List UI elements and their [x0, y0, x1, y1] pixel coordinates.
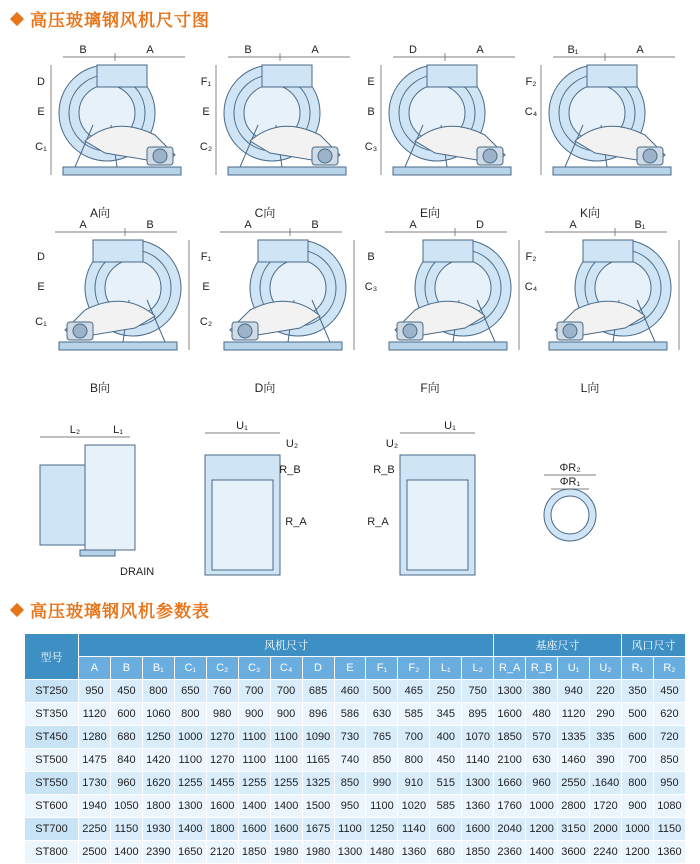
value-cell: 1480: [366, 841, 398, 864]
value-cell: 1325: [302, 772, 334, 795]
value-cell: 900: [238, 703, 270, 726]
column-header: C₃: [238, 657, 270, 680]
value-cell: 500: [621, 703, 653, 726]
column-header: A: [79, 657, 111, 680]
value-cell: 390: [590, 749, 622, 772]
dimension-label: D: [37, 76, 45, 88]
value-cell: 1280: [79, 726, 111, 749]
value-cell: 850: [653, 749, 685, 772]
dimension-label: A: [244, 219, 252, 231]
value-cell: 1270: [206, 749, 238, 772]
value-cell: 450: [653, 680, 685, 703]
group-header-base: 基座尺寸: [494, 634, 622, 657]
value-cell: 345: [430, 703, 462, 726]
fan-view: [51, 53, 185, 175]
value-cell: 950: [334, 795, 366, 818]
dimension-label: B: [367, 106, 375, 118]
value-cell: 1255: [174, 772, 206, 795]
fan-outlet: [427, 65, 477, 87]
value-cell: 1140: [398, 818, 430, 841]
value-cell: 990: [366, 772, 398, 795]
dimension-label: B: [146, 219, 154, 231]
dimension-label: ΦR₂: [559, 462, 581, 474]
value-cell: 1720: [590, 795, 622, 818]
value-cell: 1660: [494, 772, 526, 795]
model-cell: ST450: [25, 726, 79, 749]
value-cell: 2100: [494, 749, 526, 772]
fan-view: [385, 228, 519, 350]
value-cell: 1335: [558, 726, 590, 749]
value-cell: 1620: [142, 772, 174, 795]
model-cell: ST350: [25, 703, 79, 726]
value-cell: 1100: [238, 749, 270, 772]
dimension-label: R_A: [367, 516, 389, 528]
value-cell: 1060: [142, 703, 174, 726]
value-cell: 1120: [79, 703, 111, 726]
value-cell: 720: [653, 726, 685, 749]
value-cell: 1800: [142, 795, 174, 818]
value-cell: 465: [398, 680, 430, 703]
value-cell: 850: [334, 772, 366, 795]
motor-fan: [318, 149, 332, 163]
value-cell: 765: [366, 726, 398, 749]
fan-view: [381, 53, 515, 175]
value-cell: 515: [430, 772, 462, 795]
value-cell: 1400: [238, 795, 270, 818]
value-cell: 1090: [302, 726, 334, 749]
fan-view: [220, 228, 354, 350]
group-header-outlet: 风口尺寸: [621, 634, 685, 657]
value-cell: 910: [398, 772, 430, 795]
value-cell: 350: [621, 680, 653, 703]
value-cell: 1100: [334, 818, 366, 841]
model-cell: ST500: [25, 749, 79, 772]
value-cell: 620: [653, 703, 685, 726]
value-cell: 380: [526, 680, 558, 703]
dimension-label: A: [476, 44, 484, 56]
motor-fan: [238, 324, 252, 338]
dimension-label: C₂: [199, 316, 213, 328]
value-cell: 1850: [462, 841, 494, 864]
value-cell: 500: [366, 680, 398, 703]
dimension-label: U₂: [285, 438, 299, 450]
housing-side: [40, 465, 85, 545]
outlet-flange-2: [367, 420, 475, 575]
dimension-label: B: [244, 44, 252, 56]
value-cell: 1200: [621, 841, 653, 864]
motor-fan: [73, 324, 87, 338]
column-header: D: [302, 657, 334, 680]
dimension-label: C₄: [524, 281, 538, 293]
group-header-fan: 风机尺寸: [79, 634, 494, 657]
value-cell: 800: [174, 703, 206, 726]
value-cell: 700: [398, 726, 430, 749]
fan-outlet: [587, 65, 637, 87]
dimension-label: DRAIN: [120, 566, 155, 578]
value-cell: 1600: [494, 703, 526, 726]
value-cell: 1360: [653, 841, 685, 864]
table-row: [25, 726, 686, 749]
dimension-label: F₁: [200, 76, 212, 88]
dimension-label: A: [79, 219, 87, 231]
dimension-label: R_B: [279, 464, 301, 476]
value-cell: 1250: [142, 726, 174, 749]
value-cell: 3150: [558, 818, 590, 841]
value-cell: 250: [430, 680, 462, 703]
fan-view: [55, 228, 189, 350]
dimension-label: R_B: [373, 464, 395, 476]
value-cell: 1300: [494, 680, 526, 703]
fan-outlet: [258, 240, 308, 262]
value-cell: 1500: [302, 795, 334, 818]
flange-inner: [407, 480, 468, 570]
value-cell: 1730: [79, 772, 111, 795]
motor-fan: [643, 149, 657, 163]
dimension-label: B₁: [567, 44, 579, 56]
value-cell: 585: [398, 703, 430, 726]
value-cell: 2240: [590, 841, 622, 864]
value-cell: 980: [206, 703, 238, 726]
value-cell: 1760: [494, 795, 526, 818]
value-cell: 2120: [206, 841, 238, 864]
value-cell: 3600: [558, 841, 590, 864]
value-cell: 1400: [174, 818, 206, 841]
value-cell: 585: [430, 795, 462, 818]
value-cell: 1980: [270, 841, 302, 864]
value-cell: 1300: [334, 841, 366, 864]
model-header: 型号: [25, 634, 79, 680]
fan-outlet: [423, 240, 473, 262]
value-cell: 2040: [494, 818, 526, 841]
value-cell: 480: [526, 703, 558, 726]
value-cell: 900: [270, 703, 302, 726]
table-row: [25, 703, 686, 726]
value-cell: 680: [430, 841, 462, 864]
fan-outlet: [583, 240, 633, 262]
inlet-side: [85, 445, 135, 550]
value-cell: 1850: [238, 841, 270, 864]
dimension-label: U₂: [385, 438, 399, 450]
value-cell: 650: [174, 680, 206, 703]
value-cell: 940: [558, 680, 590, 703]
dimension-label: C₁: [35, 316, 47, 328]
value-cell: 1420: [142, 749, 174, 772]
fan-view: [541, 53, 675, 175]
dimension-label: C₃: [364, 141, 378, 153]
value-cell: 950: [79, 680, 111, 703]
value-cell: 400: [430, 726, 462, 749]
value-cell: 335: [590, 726, 622, 749]
value-cell: 685: [302, 680, 334, 703]
column-header: B₁: [142, 657, 174, 680]
value-cell: 1850: [494, 726, 526, 749]
value-cell: 450: [430, 749, 462, 772]
dimension-label: E: [37, 281, 45, 293]
value-cell: 2550: [558, 772, 590, 795]
motor-fan: [483, 149, 497, 163]
value-cell: 1200: [526, 818, 558, 841]
diamond-bullet-icon: [10, 602, 24, 616]
side-detail: [40, 424, 154, 578]
value-cell: 700: [621, 749, 653, 772]
dimension-label: R_A: [285, 516, 307, 528]
base-frame: [228, 167, 346, 175]
value-cell: 1250: [366, 818, 398, 841]
value-cell: 1000: [526, 795, 558, 818]
column-header: R_B: [526, 657, 558, 680]
base-frame: [63, 167, 181, 175]
value-cell: 1650: [174, 841, 206, 864]
value-cell: 600: [430, 818, 462, 841]
dimension-label: E: [37, 106, 45, 118]
value-cell: 2000: [590, 818, 622, 841]
column-header: C₂: [206, 657, 238, 680]
column-header: F₂: [398, 657, 430, 680]
value-cell: 1150: [653, 818, 685, 841]
dimension-label: L₁: [113, 424, 123, 436]
value-cell: 1475: [79, 749, 111, 772]
value-cell: 1675: [302, 818, 334, 841]
dimension-label: L向: [580, 381, 600, 395]
table-row: [25, 680, 686, 703]
value-cell: 1400: [270, 795, 302, 818]
dimension-label: U₁: [236, 420, 248, 432]
model-cell: ST250: [25, 680, 79, 703]
value-cell: 1455: [206, 772, 238, 795]
value-cell: 630: [366, 703, 398, 726]
dimension-label: A: [636, 44, 644, 56]
value-cell: 840: [110, 749, 142, 772]
dimension-label: A: [569, 219, 577, 231]
table-row: [25, 841, 686, 864]
dimension-label: F₂: [525, 251, 537, 263]
value-cell: 800: [621, 772, 653, 795]
column-header: C₄: [270, 657, 302, 680]
inner-ring: [551, 496, 589, 534]
value-cell: 1080: [653, 795, 685, 818]
value-cell: 700: [270, 680, 302, 703]
value-cell: 950: [653, 772, 685, 795]
table-row: [25, 772, 686, 795]
dimension-label: D: [37, 251, 45, 263]
value-cell: 450: [110, 680, 142, 703]
dimension-label: D: [409, 44, 417, 56]
value-cell: 800: [398, 749, 430, 772]
dimension-label: B: [367, 251, 375, 263]
column-header: R_A: [494, 657, 526, 680]
fan-outlet: [262, 65, 312, 87]
column-header: B: [110, 657, 142, 680]
motor-fan: [563, 324, 577, 338]
fan-view: [545, 228, 679, 350]
value-cell: 1100: [366, 795, 398, 818]
column-header: C₁: [174, 657, 206, 680]
model-cell: ST800: [25, 841, 79, 864]
dimension-label: B: [79, 44, 87, 56]
flange-inner: [212, 480, 273, 570]
dimension-label: D: [476, 219, 484, 231]
value-cell: 1000: [174, 726, 206, 749]
value-cell: 1000: [621, 818, 653, 841]
column-header: L₂: [462, 657, 494, 680]
motor-fan: [153, 149, 167, 163]
value-cell: 1120: [558, 703, 590, 726]
dimension-label: B向: [89, 381, 111, 395]
value-cell: 290: [590, 703, 622, 726]
section-title-dimensions: [8, 6, 210, 31]
base-frame: [389, 342, 507, 350]
base-frame: [553, 167, 671, 175]
value-cell: 1360: [462, 795, 494, 818]
value-cell: 2360: [494, 841, 526, 864]
model-cell: ST600: [25, 795, 79, 818]
value-cell: 750: [462, 680, 494, 703]
table-row: [25, 818, 686, 841]
value-cell: 1255: [238, 772, 270, 795]
fan-view: [216, 53, 350, 175]
value-cell: 2800: [558, 795, 590, 818]
value-cell: 586: [334, 703, 366, 726]
value-cell: 1940: [79, 795, 111, 818]
dimension-label: ΦR₁: [559, 476, 581, 488]
value-cell: 800: [142, 680, 174, 703]
dimension-label: A向: [89, 206, 111, 220]
base-frame: [549, 342, 667, 350]
value-cell: 1255: [270, 772, 302, 795]
dimension-label: C₃: [364, 281, 378, 293]
value-cell: 1100: [238, 726, 270, 749]
table-row: [25, 795, 686, 818]
value-cell: 1600: [270, 818, 302, 841]
value-cell: 1020: [398, 795, 430, 818]
value-cell: 600: [110, 703, 142, 726]
dimension-label: F₁: [200, 251, 212, 263]
dimension-label: E: [202, 106, 210, 118]
value-cell: 730: [334, 726, 366, 749]
dimension-label: E: [202, 281, 210, 293]
value-cell: 850: [366, 749, 398, 772]
dimension-label: D向: [254, 381, 276, 395]
value-cell: 700: [238, 680, 270, 703]
dimension-drawings: [0, 30, 700, 578]
motor-fan: [403, 324, 417, 338]
dimension-label: C₁: [35, 141, 47, 153]
drain-pipe: [80, 550, 115, 556]
dimension-label: B: [311, 219, 319, 231]
value-cell: 1460: [558, 749, 590, 772]
column-header: R₁: [621, 657, 653, 680]
parameter-table: [24, 633, 686, 864]
round-outlet: [544, 462, 596, 541]
fan-outlet: [93, 240, 143, 262]
dimension-label: U₁: [444, 420, 456, 432]
column-header: E: [334, 657, 366, 680]
value-cell: .1640: [590, 772, 622, 795]
value-cell: 2390: [142, 841, 174, 864]
value-cell: 630: [526, 749, 558, 772]
dimension-label: C₄: [524, 106, 538, 118]
value-cell: 1930: [142, 818, 174, 841]
column-header: U₁: [558, 657, 590, 680]
section-title-parameters: [8, 597, 210, 622]
value-cell: 1400: [526, 841, 558, 864]
value-cell: 1100: [270, 726, 302, 749]
table-row: [25, 749, 686, 772]
value-cell: 1600: [462, 818, 494, 841]
dimension-label: C向: [254, 206, 276, 220]
value-cell: 1800: [206, 818, 238, 841]
value-cell: 1600: [206, 795, 238, 818]
dimension-label: L₂: [69, 424, 81, 436]
dimension-label: E: [367, 76, 375, 88]
base-frame: [59, 342, 177, 350]
dimension-label: A: [146, 44, 154, 56]
value-cell: 680: [110, 726, 142, 749]
model-cell: ST700: [25, 818, 79, 841]
section-title-text: 高压玻璃钢风机参数表: [30, 602, 210, 621]
value-cell: 740: [334, 749, 366, 772]
value-cell: 2250: [79, 818, 111, 841]
value-cell: 760: [206, 680, 238, 703]
outlet-flange-1: [205, 420, 307, 575]
value-cell: 1360: [398, 841, 430, 864]
value-cell: 1165: [302, 749, 334, 772]
value-cell: 960: [110, 772, 142, 795]
dimension-label: F₂: [525, 76, 537, 88]
dimension-label: A: [311, 44, 319, 56]
column-header: F₁: [366, 657, 398, 680]
value-cell: 1300: [174, 795, 206, 818]
value-cell: 896: [302, 703, 334, 726]
dimension-label: K向: [579, 206, 601, 220]
value-cell: 1100: [270, 749, 302, 772]
value-cell: 960: [526, 772, 558, 795]
value-cell: 1980: [302, 841, 334, 864]
dimension-label: B₁: [634, 219, 646, 231]
dimension-label: E向: [419, 206, 441, 220]
value-cell: 1600: [238, 818, 270, 841]
column-header: U₂: [590, 657, 622, 680]
fan-outlet: [97, 65, 147, 87]
value-cell: 1150: [110, 818, 142, 841]
value-cell: 1270: [206, 726, 238, 749]
dimension-label: C₂: [199, 141, 213, 153]
value-cell: 460: [334, 680, 366, 703]
dimension-label: A: [409, 219, 417, 231]
base-frame: [393, 167, 511, 175]
section-title-text: 高压玻璃钢风机尺寸图: [30, 11, 210, 30]
value-cell: 570: [526, 726, 558, 749]
diamond-bullet-icon: [10, 11, 24, 25]
value-cell: 895: [462, 703, 494, 726]
column-header: L₁: [430, 657, 462, 680]
value-cell: 1050: [110, 795, 142, 818]
value-cell: 900: [621, 795, 653, 818]
base-frame: [224, 342, 342, 350]
value-cell: 1140: [462, 749, 494, 772]
dimension-label: F向: [420, 381, 440, 395]
value-cell: 600: [621, 726, 653, 749]
value-cell: 1100: [174, 749, 206, 772]
value-cell: 1070: [462, 726, 494, 749]
value-cell: 1400: [110, 841, 142, 864]
column-header: R₂: [653, 657, 685, 680]
value-cell: 1300: [462, 772, 494, 795]
value-cell: 220: [590, 680, 622, 703]
model-cell: ST550: [25, 772, 79, 795]
value-cell: 2500: [79, 841, 111, 864]
